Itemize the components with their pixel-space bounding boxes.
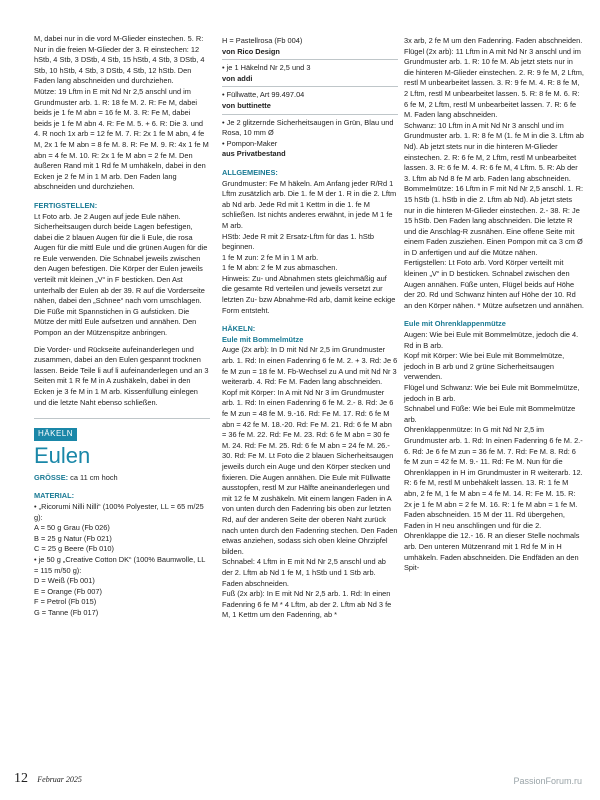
material-item: D = Weiß (Fb 001) bbox=[34, 576, 95, 586]
material-item: • je 1 Häkelnd Nr 2,5 und 3 bbox=[222, 63, 311, 73]
paragraph: 1 fe M zun: 2 fe M in 1 M arb. bbox=[222, 252, 319, 262]
paragraph: M, dabei nur in die vord M-Glieder einstechen. 5. R: Nur in die freien M-Glieder der 3. R einstechen: 12 hStb, 4 Stb, 3 DStb, 4 Stb, 15 hStb, 4 Stb, 3 DStb, 4 Stb, 10 hStb, 4 Stb, 3 DStb, 4 Stb, 12 hStb. Den Faden lang abschneiden und durchziehen. bbox=[34, 34, 205, 86]
column-right bbox=[404, 36, 584, 574]
material-item: G = Tanne (Fb 017) bbox=[34, 607, 99, 617]
watermark: PassionForum.ru bbox=[513, 776, 582, 786]
paragraph: Bommelmütze: 16 Lftm in F mit Nd Nr 2,5 anschl. 1. R: 15 hStb (1. hStb in die 2. Lftm ab Nd). Ab jetzt stets nur in die hinteren M-Glieder einstechen. 2.- 38. R: Je 15 hStb. Den Faden lang abschneiden. Die letzte R und die Anschlag-R zusnähen. Eine offene Seite mit einem Faden zusziehen. Einen Pompon mit ca 3 cm Ø in D anfertigen und auf die Mütze nähen. bbox=[404, 184, 584, 257]
paragraph: Schwanz: 10 Lftm in A mit Nd Nr 3 anschl und im Grundmuster arb. 1. R: 8 fe M (1. fe M in die 3. Lftm ab Nd). Ab jetzt stets nur in die hinteren M-Glieder einstechen. 2. R: 6 fe M, 2 Lftm, restl M unbearbeitet lassen. 3. R: 6 fe M. 4. R: 6 fe M, 4 Lftm. 5. R: Ab der 3. Lftm ab Nd 8 fe M arb. Faden lang abschneiden. bbox=[404, 120, 584, 183]
page-title: Eulen bbox=[34, 442, 91, 468]
paragraph: Hinweis: Zu- und Abnahmen stets gleichmäßig auf die gesamte Rd verteilen und jeweils versetzt zur letzten Zu- bzw Abnahme-Rd arb, damit keine eckige Form entsteht. bbox=[222, 273, 396, 315]
paragraph: Flügel (2x arb): 11 Lftm in A mit Nd Nr 3 anschl und im Grundmuster arb. 1. R: 10 fe M. Ab jetzt stets nur in die hinteren M-Glieder einstechen. 2. R: 9 fe M, 2 Lftm, restl M unbearbeitet lassen. 3. R: 9 fe M. 4. R: 8 fe M, 2 Lftm, restl M unbearbeitet lassen. 5. R: 8 fe M. 6. R: 6 fe M, 2 Lftm, restl M unbearbeitet lassen. 7. R: 6 fe M. Faden lang abschneiden. bbox=[404, 46, 584, 120]
column-middle bbox=[222, 36, 398, 621]
section-heading: FERTIGSTELLEN: bbox=[34, 200, 98, 210]
material-heading: MATERIAL: bbox=[34, 491, 75, 501]
section-tag: HÄKELN bbox=[34, 428, 77, 441]
paragraph: Kopf mit Körper: Wie bei Eule mit Bommelmütze, jedoch in B arb und 2 grüne Sicherheitsaugen verwenden. bbox=[404, 351, 565, 382]
material-item: • Je 2 glitzernde Sicherheitsaugen in Grün, Blau und Rosa, 10 mm Ø bbox=[222, 117, 394, 138]
material-item: B = 25 g Natur (Fb 021) bbox=[34, 533, 112, 543]
material-item: E = Orange (Fb 007) bbox=[34, 586, 102, 596]
paragraph: Auge (2x arb): In D mit Nd Nr 2,5 im Grundmuster arb. 1. Rd: In einen Fadenring 6 fe M. 2. + 3. Rd: Je 6 fe M zun = 18 fe M. Fb-Wechsel zu A und mit Nd Nr 3 weiterarb. 4. Rd: Fe M. Faden lang abschneiden. bbox=[222, 345, 398, 387]
size-value: ca 11 cm hoch bbox=[70, 472, 118, 482]
paragraph: Die Vorder- und Rückseite aufeinanderlegen und zusammen, dabei an den Eulen gespannt trocknen lassen. Beide Teile li auf li aufeinanderlegen und an 3 Seiten mit 1 R fe M in A zushäkeln, dabei in den Ecken je 3 fe M in 1 M arb. Kissenfüllung einlegen und die letzte Naht ebenso schließen. bbox=[34, 344, 209, 407]
section-heading: ALLGEMEINES: bbox=[222, 167, 278, 177]
size-label: GRÖSSE: bbox=[34, 472, 69, 482]
paragraph: Fertigstellen: Lt Foto arb. Vord Körper verteilt mit kleinen „V“ in D besticken. Schnabel zwischen den Augen annähen. Füße unten, Flügel beids auf Höhe der 20. Rd und Schwanz hinten auf Höhe der 10. Rd an den Körper nähen. * Mütze aufsetzen und annähen. bbox=[404, 258, 584, 310]
paragraph: Fuß (2x arb): In E mit Nd Nr 2,5 arb. 1. Rd: In einen Fadenring 6 fe M * 4 Lftm, ab der 2. Lftm ab Nd 3 fe M, 1 Kettm um den Fadenring, ab * bbox=[222, 589, 392, 620]
divider bbox=[222, 59, 398, 60]
section-heading: HÄKELN: bbox=[222, 324, 256, 334]
sub-heading: Eule mit Bommelmütze bbox=[222, 334, 304, 344]
paragraph: Kopf mit Körper: In A mit Nd Nr 3 im Grundmuster arb. 1. Rd: In einen Fadenring 6 fe M. 2.- 8. Rd: Je 6 fe M zun = 48 fe M. 9.-16. Rd: Fe M. 17. Rd: 6 fe M abn = 42 fe M. 18.-20. Rd: Fe M. 21. Rd: 6 fe M abn = 36 fe M. 22. Rd: Fe M. 23. Rd: 6 fe M abn = 30 fe M. 24. Rd: Fe M. 25. Rd: 6 fe M abn = 24 fe M. 26.- 30. Rd: Fe M. Lt Foto die 2 blauen Sicherheitsaugen jeweils durch ein Auge und den Körper stecken und fixieren. Die Augen annähen. Die Eule mit Füllwatte ausstopfen, restl M zur Hälfte aneinanderlegen und mit 12 fe M zushäkeln. Mit einem langen Faden in A von unten durch den Fadenring bis oben zur letzten Rd, auf der anderen Seite der oberen Naht zurück nach unten durch den Fadenring stechen. Den Faden etwas anziehen, sodass sich oben kleine Ohrzipfel bilden. bbox=[222, 387, 398, 556]
sub-heading: Eule mit Ohrenklappenmütze bbox=[404, 319, 506, 329]
column-left bbox=[34, 34, 210, 619]
supplier: aus Privatbestand bbox=[222, 149, 286, 159]
divider bbox=[222, 86, 398, 87]
paragraph: Lt Foto arb. Je 2 Augen auf jede Eule nähen. Sicherheitsaugen durch beide Lagen befestigen, dabei die 2 blauen Augen für die li Eule, die rosa Augen für die mittl Eule und die grünen Augen für die re Eule verwenden. Die Schnabel jeweils zwischen den Augen befestigen. Die Körper der Eulen jeweils verteilt mit kleinen „V“ in F besticken. Den Ast unterhalb der Eulen ab der 39. R auf die Vorderseite nähen, dabei den „Schnee“ nach vorn umschlagen. Die Füße mit Spannstichen in G aufsticken. Die Mütze der mittl Eule aufsetzen und annähen. Den Pompon an der Mützenspitze anbringen. bbox=[34, 211, 208, 338]
paragraph: HStb: Jede R mit 2 Ersatz-Lftm für das 1. hStb beginnen. bbox=[222, 231, 374, 252]
paragraph: Schnabel: 4 Lftm in E mit Nd Nr 2,5 anschl und ab der 2. Lftm ab Nd 1 fe M, 1 hStb und 1 Stb arb. Faden abschneiden. bbox=[222, 557, 386, 588]
material-item: H = Pastellrosa (Fb 004) bbox=[222, 36, 303, 45]
material-item: • je 50 g „Creative Cotton DK“ (100% Baumwolle, LL = 115 m/50 g): bbox=[34, 554, 206, 575]
paragraph: Grundmuster: Fe M häkeln. Am Anfang jeder R/Rd 1 Lftm zusätzlich arb. Die 1. fe M der 1. R in die 2. Lftm ab Nd arb. Jede Rd mit 1 Kettm in die 1. fe M schließen. Ist nichts anderes erwähnt, in jede M 1 fe M arb. bbox=[222, 178, 397, 230]
paragraph: 1 fe M abn: 2 fe M zus abmaschen. bbox=[222, 263, 338, 273]
paragraph: Ohrenklappenmütze: In G mit Nd Nr 2,5 im Grundmuster arb. 1. Rd: In einen Fadenring 6 fe M. 2.- 6. Rd: Je 6 fe M zun = 36 fe M. 7. Rd: Fe M. 8. Rd: 6 fe M zun = 42 fe M. 9.- 11. Rd: Fe M. Nun für die Ohrenklappen in H im Grundmuster in R weiterarb. 12. R: 6 fe M, restl M unbehäkelt lassen. 13. R: 1 fe M abn, 2 fe M, 1 fe M abn = 4 fe M. 14. R: Fe M. 15. R: 2x je 1 fe M abn = 2 fe M. 16. R: 1 fe M abn = 1 fe M. Faden abschneiden. 15 M der 11. Rd übergehen, Faden in H neu anschlingen und für die 2. Ohrenklappe die 12.- 16. R an dieser Stelle nochmals arb. Den unteren Mützenrand mit 1 Rd fe M in H umhäkeln. Faden abschneiden. Die Endfäden an den Spit- bbox=[404, 425, 583, 573]
paragraph: Mütze: 19 Lftm in E mit Nd Nr 2,5 anschl und im Grundmuster arb. 1. R: 18 fe M. 2. R: Fe M, dabei beids je 1 fe M abn = 16 fe M. 3. R: Fe M, dabei beids je 1 fe M abn 4. R: Fe M. 5. + 6. R: Die 3. und 4. R noch 1x arb = 12 fe M. 7. R: 2x 1 fe M abn, 4 fe M, 2x 1 fe M abn = 8 fe M. 8. R: Fe M. 9. R: 4x 1 fe M abn = 4 fe M. 10. R: 2x 1 fe M abn = 2 fe M. Den äußeren Rand mit 1 Rd fe M umhäkeln, dabei in den Ecken je 2 fe M in 1 M arb. Den Faden lang abschneiden und durchziehen. bbox=[34, 86, 209, 192]
paragraph: Augen: Wie bei Eule mit Bommelmütze, jedoch die 4. Rd in B arb. bbox=[404, 330, 579, 350]
issue-month: Februar 2025 bbox=[37, 775, 82, 784]
page-footer bbox=[14, 770, 82, 787]
material-item: • Pompon-Maker bbox=[222, 138, 278, 148]
material-item: F = Petrol (Fb 015) bbox=[34, 597, 97, 607]
supplier: von buttinette bbox=[222, 100, 271, 110]
divider bbox=[34, 418, 210, 419]
supplier: von Rico Design bbox=[222, 46, 280, 56]
paragraph: Schnabel und Füße: Wie bei Eule mit Bommelmütze arb. bbox=[404, 404, 576, 424]
material-item: C = 25 g Beere (Fb 010) bbox=[34, 544, 114, 554]
paragraph: Flügel und Schwanz: Wie bei Eule mit Bommelmütze, jedoch in B arb. bbox=[404, 383, 580, 403]
material-item: • Füllwatte, Art 99.497.04 bbox=[222, 90, 305, 100]
supplier: von addi bbox=[222, 73, 253, 83]
material-item: • „Ricorumi Nilli Nilli“ (100% Polyester, LL = 65 m/25 g): bbox=[34, 501, 204, 522]
divider bbox=[222, 114, 398, 115]
material-item: A = 50 g Grau (Fb 026) bbox=[34, 523, 110, 533]
page-number: 12 bbox=[14, 771, 28, 786]
paragraph: 3x arb, 2 fe M um den Fadenring. Faden abschneiden. bbox=[404, 36, 583, 45]
